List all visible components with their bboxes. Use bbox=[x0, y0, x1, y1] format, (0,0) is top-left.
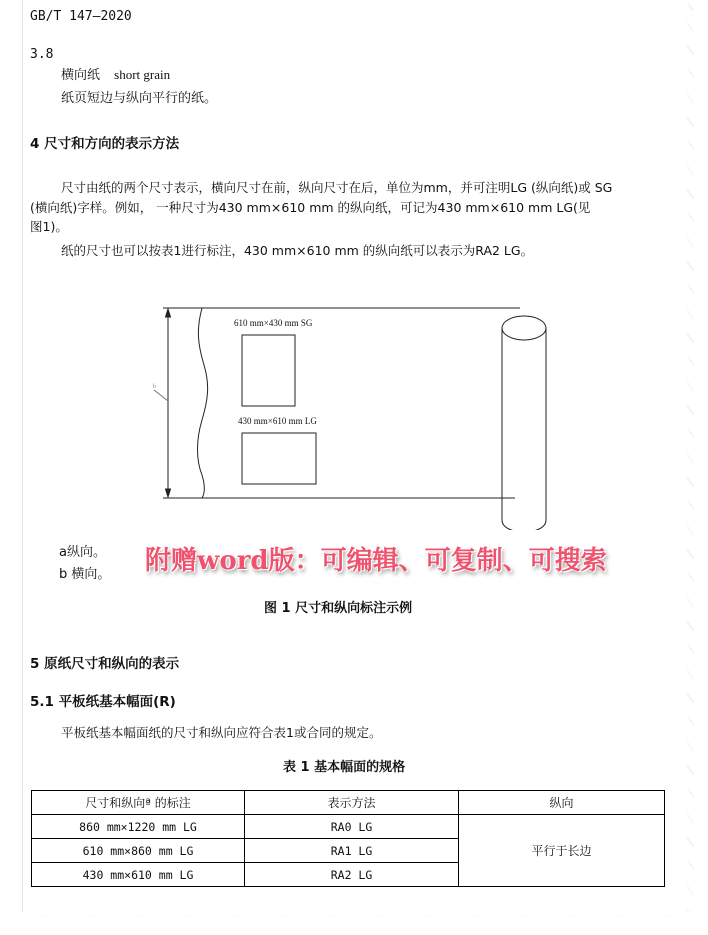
term-cn: 横向纸 bbox=[61, 68, 101, 83]
header-method: 表示方法 bbox=[245, 791, 459, 815]
cell-size: 610 mm×860 mm LG bbox=[32, 839, 245, 863]
section-4-para1-line1: 尺寸由纸的两个尺寸表示，横向尺寸在前，纵向尺寸在后，单位为mm，并可注明LG (纵向纸)或 SG bbox=[61, 180, 613, 195]
standard-id: GB/T 147—2020 bbox=[30, 9, 132, 24]
section-4-para1-line2: (横向纸)字样。例如， 一种尺寸为430 mm×610 mm 的纵向纸，可记为430 mm×610 mm LG(见 bbox=[30, 200, 591, 215]
clause-number: 3.8 bbox=[30, 47, 54, 62]
section-4-para2: 纸的尺寸也可以按表1进行标注，430 mm×610 mm 的纵向纸可以表示为RA2 LG。 bbox=[61, 243, 534, 258]
table-row bbox=[32, 815, 665, 839]
section-5-heading: 5 原纸尺寸和纵向的表示 bbox=[30, 656, 180, 672]
cell-size: 430 mm×610 mm LG bbox=[32, 863, 245, 887]
footnote-a: a纵向。 bbox=[59, 545, 106, 560]
term-line bbox=[61, 65, 170, 86]
paper-roll-diagram bbox=[150, 300, 560, 530]
marker-b: b bbox=[153, 384, 156, 390]
cell-method: RA2 LG bbox=[245, 863, 459, 887]
section-4-para1-line3: 图1)。 bbox=[30, 219, 68, 234]
spec-table bbox=[31, 790, 665, 887]
label-sg: 610 mm×430 mm SG bbox=[234, 318, 313, 328]
figure-1-diagram bbox=[150, 300, 560, 530]
cell-direction: 平行于长边 bbox=[459, 815, 665, 887]
label-lg: 430 mm×610 mm LG bbox=[238, 416, 317, 426]
section-5-1-heading: 5.1 平板纸基本幅面(R) bbox=[30, 694, 176, 710]
footnote-b: b 横向。 bbox=[59, 567, 111, 582]
section-5-1-para: 平板纸基本幅面纸的尺寸和纵向应符合表1或合同的规定。 bbox=[61, 725, 382, 740]
header-direction: 纵向 bbox=[459, 791, 665, 815]
promo-watermark: 附赠word版：可编辑、可复制、可搜索 bbox=[145, 546, 607, 576]
section-4-heading: 4 尺寸和方向的表示方法 bbox=[30, 136, 180, 152]
torn-edge-right bbox=[678, 0, 708, 935]
cell-size: 860 mm×1220 mm LG bbox=[32, 815, 245, 839]
term-en: short grain bbox=[114, 67, 171, 82]
table-caption: 表 1 基本幅面的规格 bbox=[283, 760, 406, 775]
cell-method: RA0 LG bbox=[245, 815, 459, 839]
torn-edge-bottom bbox=[0, 905, 708, 935]
cell-method: RA1 LG bbox=[245, 839, 459, 863]
table-header-row bbox=[32, 791, 665, 815]
term-definition: 纸页短边与纵向平行的纸。 bbox=[61, 91, 218, 106]
header-size: 尺寸和纵向ª 的标注 bbox=[32, 791, 245, 815]
figure-caption: 图 1 尺寸和纵向标注示例 bbox=[264, 601, 413, 616]
